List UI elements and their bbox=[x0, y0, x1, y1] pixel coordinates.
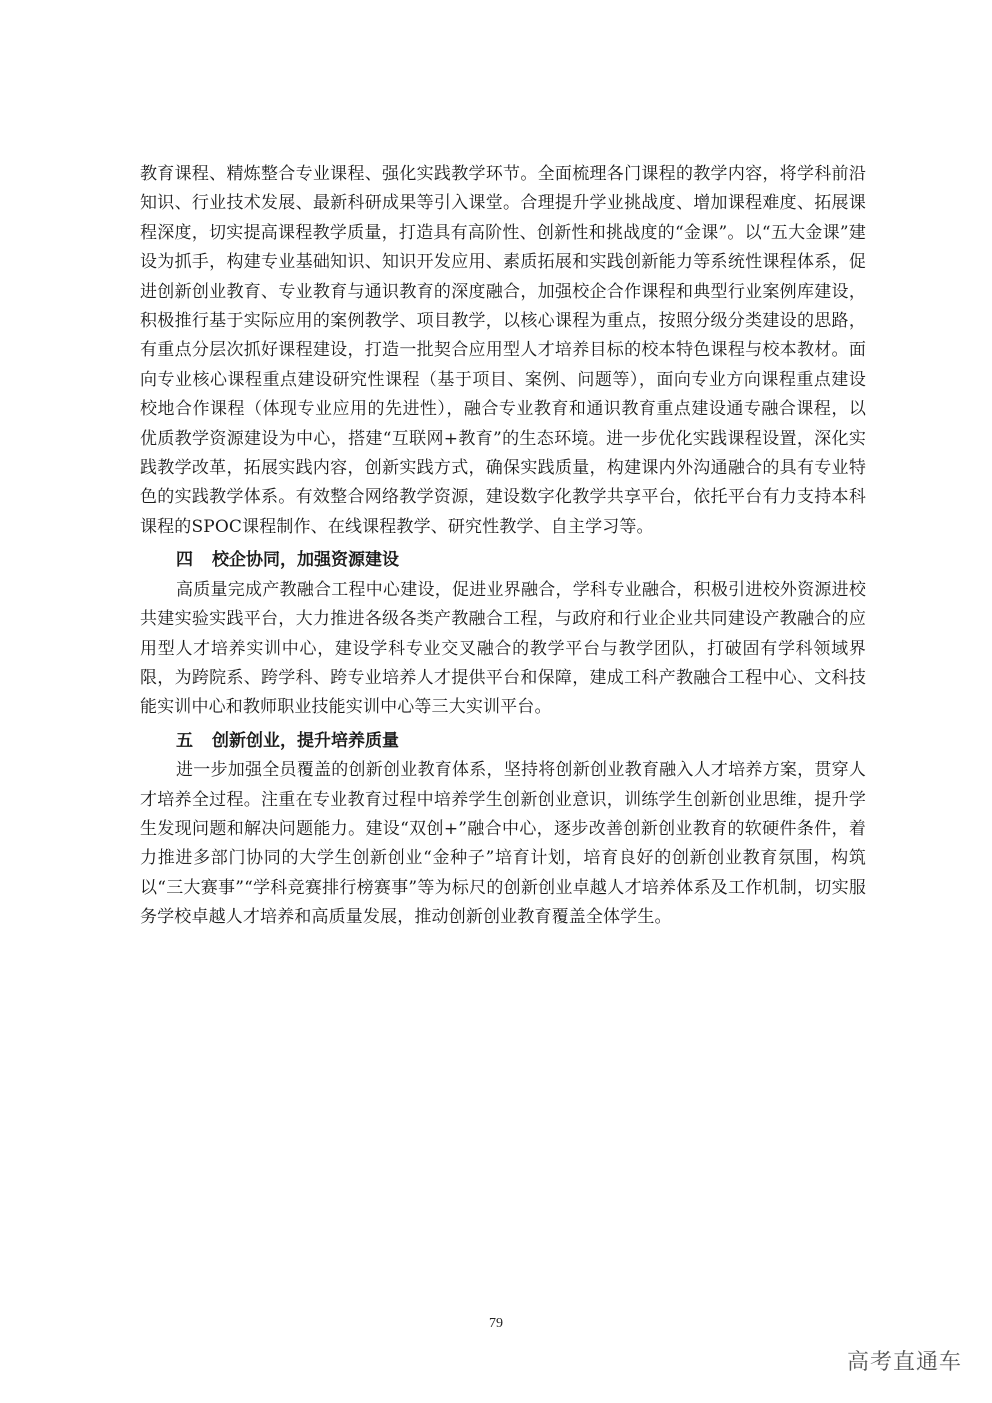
paragraph-courses: 教育课程、精炼整合专业课程、强化实践教学环节。全面梳理各门课程的教学内容，将学科前沿知识、行业技术发展、最新科研成果等引入课堂。合理提升学业挑战度、增加课程难度、拓展课程深度，切实提高课程教学质量，打造具有高阶性、创新性和挑战度的“金课”。以“五大金课”建设为抓手，构建专业基础知识、知识开发应用、素质拓展和实践创新能力等系统性课程体系，促进创新创业教育、专业教育与通识教育的深度融合，加强校企合作课程和典型行业案例库建设，积极推行基于实际应用的案例教学、项目教学，以核心课程为重点，按照分级分类建设的思路，有重点分层次抓好课程建设，打造一批契合应用型人才培养目标的校本特色课程与校本教材。面向专业核心课程重点建设研究性课程（基于项目、案例、问题等），面向专业方向课程重点建设校地合作课程（体现专业应用的先进性），融合专业教育和通识教育重点建设通专融合课程，以优质教学资源建设为中心，搭建“互联网+教育”的生态环境。进一步优化实践课程设置，深化实践教学改革，拓展实践内容，创新实践方式，确保实践质量，构建课内外沟通融合的具有专业特色的实践教学体系。有效整合网络教学资源，建设数字化教学共享平台，依托平台有力支持本科课程的SPOC课程制作、在线课程教学、研究性教学、自主学习等。 bbox=[140, 164, 866, 537]
section-heading-4 bbox=[140, 546, 866, 575]
section-heading-5 bbox=[140, 727, 866, 756]
section-number-4: 四 bbox=[176, 550, 193, 571]
watermark-logo-text: 高考直通车 bbox=[846, 1350, 962, 1375]
section-title-5: 创新创业，提升培养质量 bbox=[212, 730, 399, 751]
paragraph-section-5: 进一步加强全员覆盖的创新创业教育体系，坚持将创新创业教育融入人才培养方案，贯穿人才培养全过程。注重在专业教育过程中培养学生创新创业意识，训练学生创新创业思维，提升学生发现问题和解决问题能力。建设“双创+”融合中心，逐步改善创新创业教育的软硬件条件，着力推进多部门协同的大学生创新创业“金种子”培育计划，培育良好的创新创业教育氛围，构筑以“三大赛事”“学科竞赛排行榜赛事”等为标尺的创新创业卓越人才培养体系及工作机制，切实服务学校卓越人才培养和高质量发展，推动创新创业教育覆盖全体学生。 bbox=[140, 760, 866, 928]
page-body bbox=[140, 160, 866, 933]
page-number: 79 bbox=[489, 1316, 503, 1331]
paragraph-section-4: 高质量完成产教融合工程中心建设，促进业界融合，学科专业融合，积极引进校外资源进校共建实验实践平台，大力推进各级各类产教融合工程，与政府和行业企业共同建设产教融合的应用型人才培养实训中心，建设学科专业交叉融合的教学平台与教学团队，打破固有学科领域界限，为跨院系、跨学科、跨专业培养人才提供平台和保障，建成工科产教融合工程中心、文科技能实训中心和教师职业技能实训中心等三大实训平台。 bbox=[140, 579, 866, 718]
section-number-5: 五 bbox=[176, 730, 193, 751]
section-title-4: 校企协同，加强资源建设 bbox=[212, 550, 399, 571]
